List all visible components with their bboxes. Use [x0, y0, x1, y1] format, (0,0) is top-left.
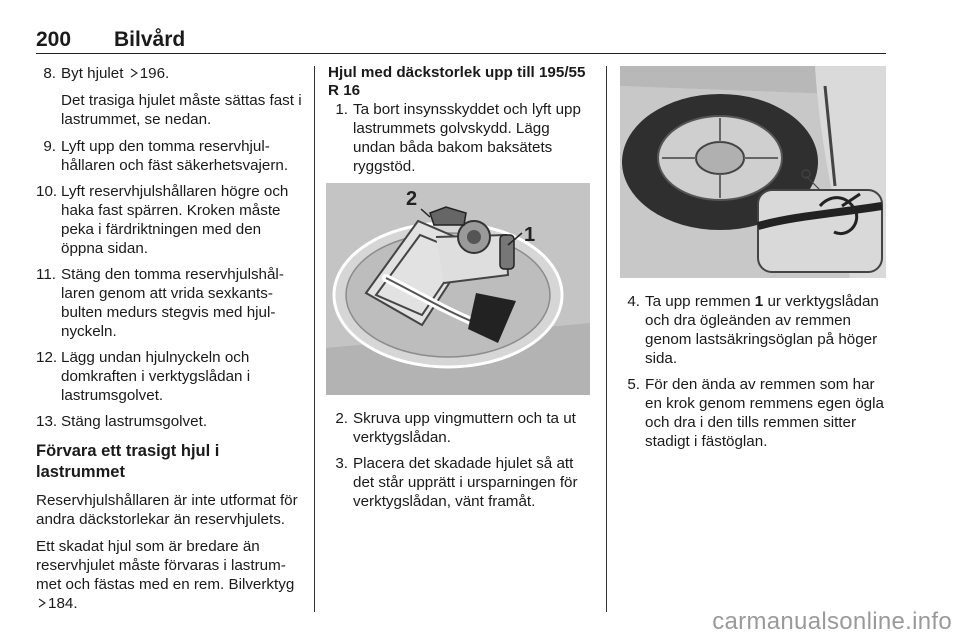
page-reference-link[interactable]: 196. — [139, 65, 170, 82]
step-10: 10. Lyft reservhjulshållaren högre och haka fast spärren. Kroken måste peka i färdriktningen med den öppna sidan. — [36, 183, 289, 257]
reference-arrow-icon — [38, 597, 46, 611]
watermark: carmanualsonline.info — [712, 608, 952, 635]
chapter-title: Bilvård — [114, 28, 186, 51]
toolbox-drawing — [326, 183, 590, 395]
page-number: 200 — [36, 28, 72, 51]
page-header — [36, 24, 886, 54]
subsection-heading: Hjul med däckstorlek upp till 195/55 R 16 — [328, 64, 586, 99]
page-reference-link[interactable]: 184. — [48, 595, 78, 612]
step-12: 12. Lägg undan hjulnyckeln och domkraften i verktygslådan i lastrumsgolvet. — [36, 349, 251, 404]
column-2 — [328, 64, 594, 518]
reference-arrow-icon — [130, 67, 138, 81]
strap-illustration — [620, 66, 886, 278]
toolbox-illustration — [326, 183, 590, 395]
column-3 — [620, 64, 888, 458]
step-5: 5. För den ända av remmen som har en krok genom remmens egen ögla och dra i den tills remmen sitter stadigt i fästöglan. — [627, 376, 884, 450]
step-4: 4. Ta upp remmen 1 ur verktygslådan och dra ögleänden av remmen genom lastsäkringsöglan på höger sida. — [627, 293, 879, 367]
figure-callout-2: 2 — [406, 188, 418, 210]
step-3: 3. Placera det skadade hjulet så att det står upprätt i ursparningen för verktygslådan, vänt framåt. — [335, 455, 578, 510]
paragraph: Reservhjulshållaren är inte utformat för andra däckstorlekar än reservhjulets. — [36, 492, 298, 528]
step-1: 1. Ta bort insynsskyddet och lyft upp lastrummets golvskydd. Lägg undan båda bakom baksätets ryggstöd. — [335, 101, 581, 175]
column-1 — [36, 64, 302, 622]
step-9: 9. Lyft upp den tomma reservhjulhållaren och fäst säkerhetsvajern. — [43, 138, 289, 174]
column-divider — [606, 66, 607, 612]
figure-callout-1: 1 — [524, 224, 536, 246]
section-heading: Förvara ett trasigt hjul i lastrummet — [36, 442, 220, 481]
column-divider — [314, 66, 315, 612]
step-11: 11. Stäng den tomma reservhjulshållaren genom att vrida sexkantsbulten medurs stegvis med hjulnyckeln. — [36, 266, 284, 340]
spare-wheel-drawing — [620, 66, 886, 278]
step-13: 13. Stäng lastrumsgolvet. — [36, 413, 208, 430]
step-8-note: Det trasiga hjulet måste sättas fast i lastrummet, se nedan. — [61, 92, 302, 128]
paragraph: Ett skadat hjul som är bredare än reservhjulet måste förvaras i lastrummet och fästas med en rem. Bilverktyg 184. — [36, 538, 295, 612]
step-8: 8. Byt hjulet 196. — [43, 65, 170, 82]
step-2: 2. Skruva upp vingmuttern och ta ut verktygslådan. — [335, 410, 576, 446]
